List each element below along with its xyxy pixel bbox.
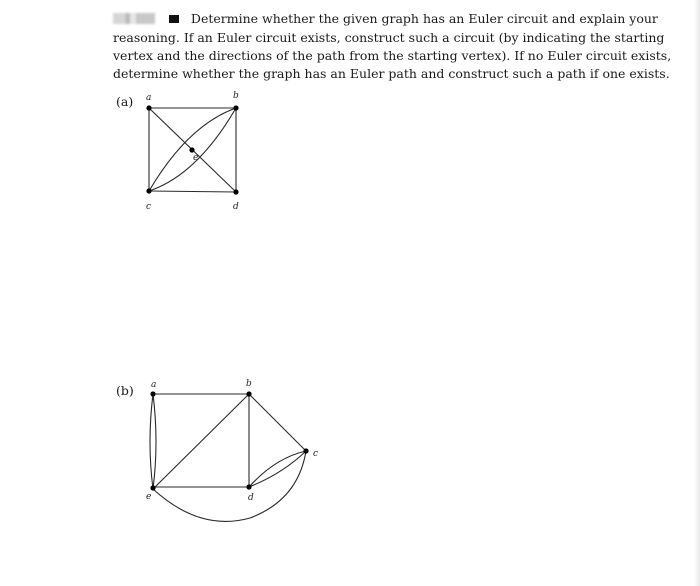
vertex-d <box>246 484 251 489</box>
label-b: b <box>233 91 239 101</box>
vertex-a <box>146 105 151 110</box>
label-c: c <box>313 449 319 459</box>
label-a: a <box>146 93 152 103</box>
edge-d-c-1 <box>249 451 306 487</box>
problem-line-3: vertex and the directions of the path from the starting vertex). If no Euler circuit exists, <box>113 48 672 63</box>
edge-a-e-2 <box>153 394 156 489</box>
vertex-b <box>233 105 238 110</box>
edge-d-c-2 <box>249 451 306 487</box>
vertex-b <box>246 391 251 396</box>
label-b: b <box>246 379 252 389</box>
problem-line-1: Determine whether the given graph has an Euler circuit and explain your <box>113 10 618 29</box>
vertex-c <box>146 188 151 193</box>
vertex-c <box>303 448 308 453</box>
label-e: e <box>146 492 152 502</box>
edge-e-b <box>153 394 249 489</box>
vertex-d <box>233 189 238 194</box>
problem-line-2: reasoning. If an Euler circuit exists, construct such a circuit (by indicating the starting <box>113 30 665 45</box>
graph-b-vertices <box>150 391 308 490</box>
vertex-a <box>150 391 155 396</box>
edge-b-c <box>249 394 306 451</box>
edge-c-d <box>149 191 236 192</box>
part-b-label: (b) <box>116 383 134 398</box>
edge-a-e-1 <box>150 394 153 489</box>
label-e: e <box>193 153 199 163</box>
label-a: a <box>151 380 157 390</box>
graph-b-labels <box>146 379 318 503</box>
label-d: d <box>233 202 239 212</box>
label-d: d <box>248 493 254 503</box>
part-a-label: (a) <box>116 94 134 109</box>
label-c: c <box>146 202 152 212</box>
vertex-e <box>150 485 155 490</box>
graph-b-edges <box>150 394 306 521</box>
problem-line-4: determine whether the graph has an Euler path and construct such a path if one exists. <box>113 66 670 81</box>
edge-e-c <box>153 451 306 521</box>
vertex-e <box>189 147 194 152</box>
